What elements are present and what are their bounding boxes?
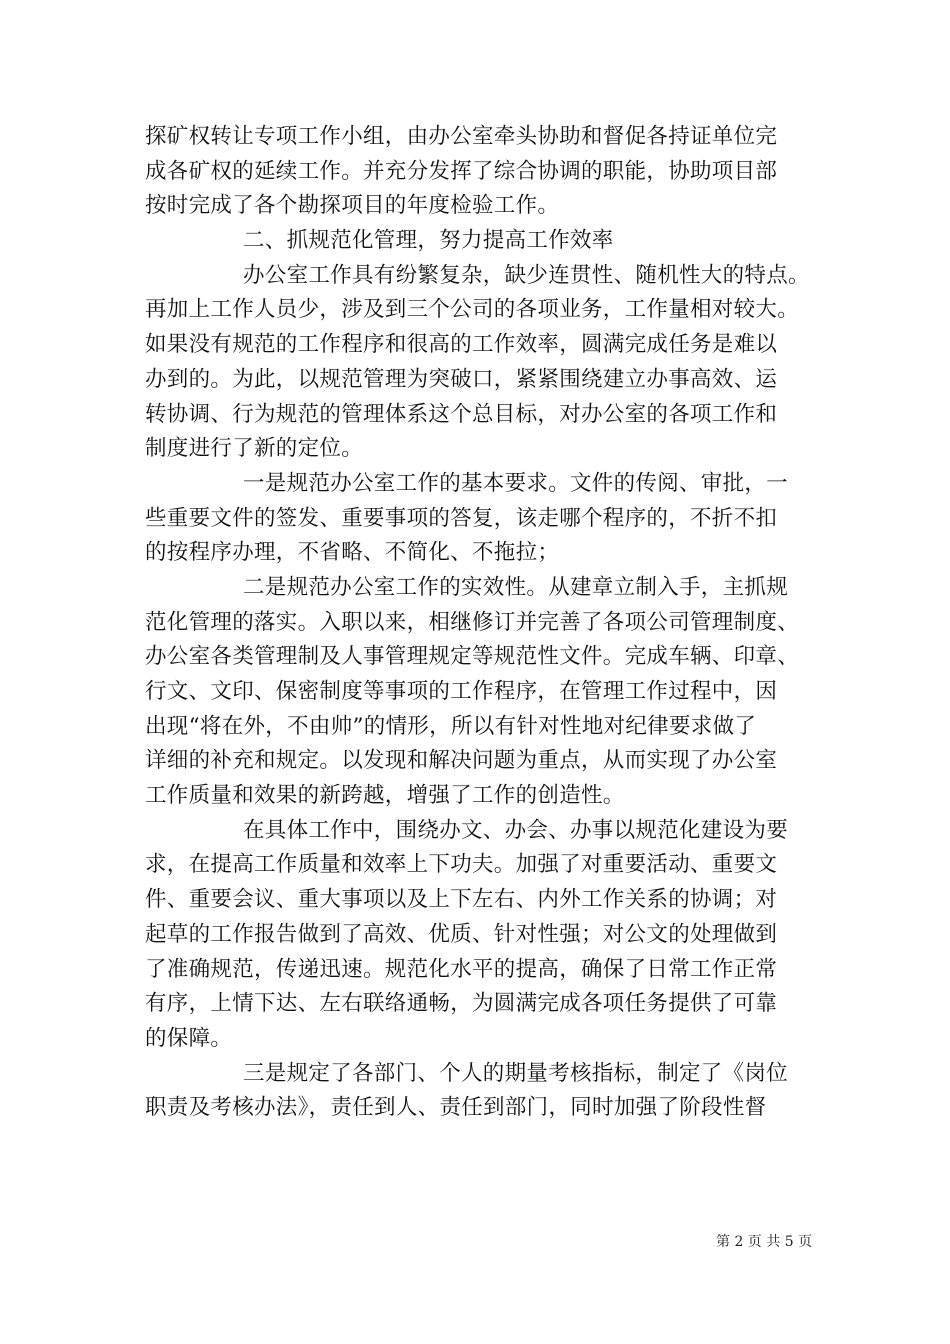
text-line: 成各矿权的延续工作。并充分发挥了综合协调的职能，协助项目部 — [145, 158, 778, 184]
text-line: 二、抓规范化管理，努力提高工作效率 — [243, 228, 614, 254]
text-line: 一是规范办公室工作的基本要求。文件的传阅、审批，一 — [243, 470, 789, 496]
text-line: 职责及考核办法》，责任到人、责任到部门，同时加强了阶段性督 — [145, 1095, 767, 1121]
text-line: 办到的。为此，以规范管理为突破口，紧紧围绕建立办事高效、运 — [145, 366, 778, 392]
text-line: 的按程序办理，不省略、不简化、不拖拉； — [145, 540, 560, 566]
text-line: 探矿权转让专项工作小组，由办公室牵头协助和督促各持证单位完 — [145, 124, 778, 149]
text-line: 二是规范办公室工作的实效性。从建章立制入手，主抓规 — [243, 574, 789, 600]
text-line: 办公室各类管理制及人事管理规定等规范性文件。完成车辆、印章、 — [145, 644, 800, 670]
text-line: 求，在提高工作质量和效率上下功夫。加强了对重要活动、重要文 — [145, 852, 778, 878]
text-line: 工作质量和效果的新跨越，增强了工作的创造性。 — [145, 783, 625, 809]
text-line: 按时完成了各个勘探项目的年度检验工作。 — [145, 193, 560, 219]
text-line: 如果没有规范的工作程序和很高的工作效率，圆满完成任务是难以 — [145, 332, 778, 358]
text-line: 起草的工作报告做到了高效、优质、针对性强；对公文的处理做到 — [145, 921, 778, 947]
text-line: 详细的补充和规定。以发现和解决问题为重点，从而实现了办公室 — [145, 748, 778, 774]
text-line: 件、重要会议、重大事项以及上下左右、内外工作关系的协调；对 — [145, 887, 778, 913]
text-line: 范化管理的落实。入职以来，相继修订并完善了各项公司管理制度、 — [145, 609, 800, 635]
text-line: 转协调、行为规范的管理体系这个总目标，对办公室的各项工作和 — [145, 401, 778, 427]
text-line: 行文、文印、保密制度等事项的工作程序，在管理工作过程中，因 — [145, 679, 778, 704]
text-line: 了准确规范，传递迅速。规范化水平的提高，确保了日常工作正常 — [145, 956, 778, 982]
text-line: 在具体工作中，围绕办文、办会、办事以规范化建设为要 — [243, 817, 789, 843]
text-line: 三是规定了各部门、个人的期量考核指标，制定了《岗位 — [243, 1060, 789, 1086]
text-line: 出现“将在外，不由帅”的情形，所以有针对性地对纪律要求做了 — [145, 713, 757, 739]
text-line: 些重要文件的签发、重要事项的答复，该走哪个程序的，不折不扣 — [145, 505, 778, 531]
text-line: 有序，上情下达、左右联络通畅，为圆满完成各项任务提供了可靠 — [145, 991, 778, 1017]
page-number-footer: 第 2 页 共 5 页 — [716, 1234, 813, 1250]
body-text — [145, 120, 810, 1126]
text-line: 制度进行了新的定位。 — [145, 436, 364, 462]
text-line: 办公室工作具有纷繁复杂，缺少连贯性、随机性大的特点。 — [243, 262, 810, 288]
text-line: 再加上工作人员少，涉及到三个公司的各项业务，工作量相对较大。 — [145, 297, 800, 323]
text-line: 的保障。 — [145, 1025, 233, 1051]
